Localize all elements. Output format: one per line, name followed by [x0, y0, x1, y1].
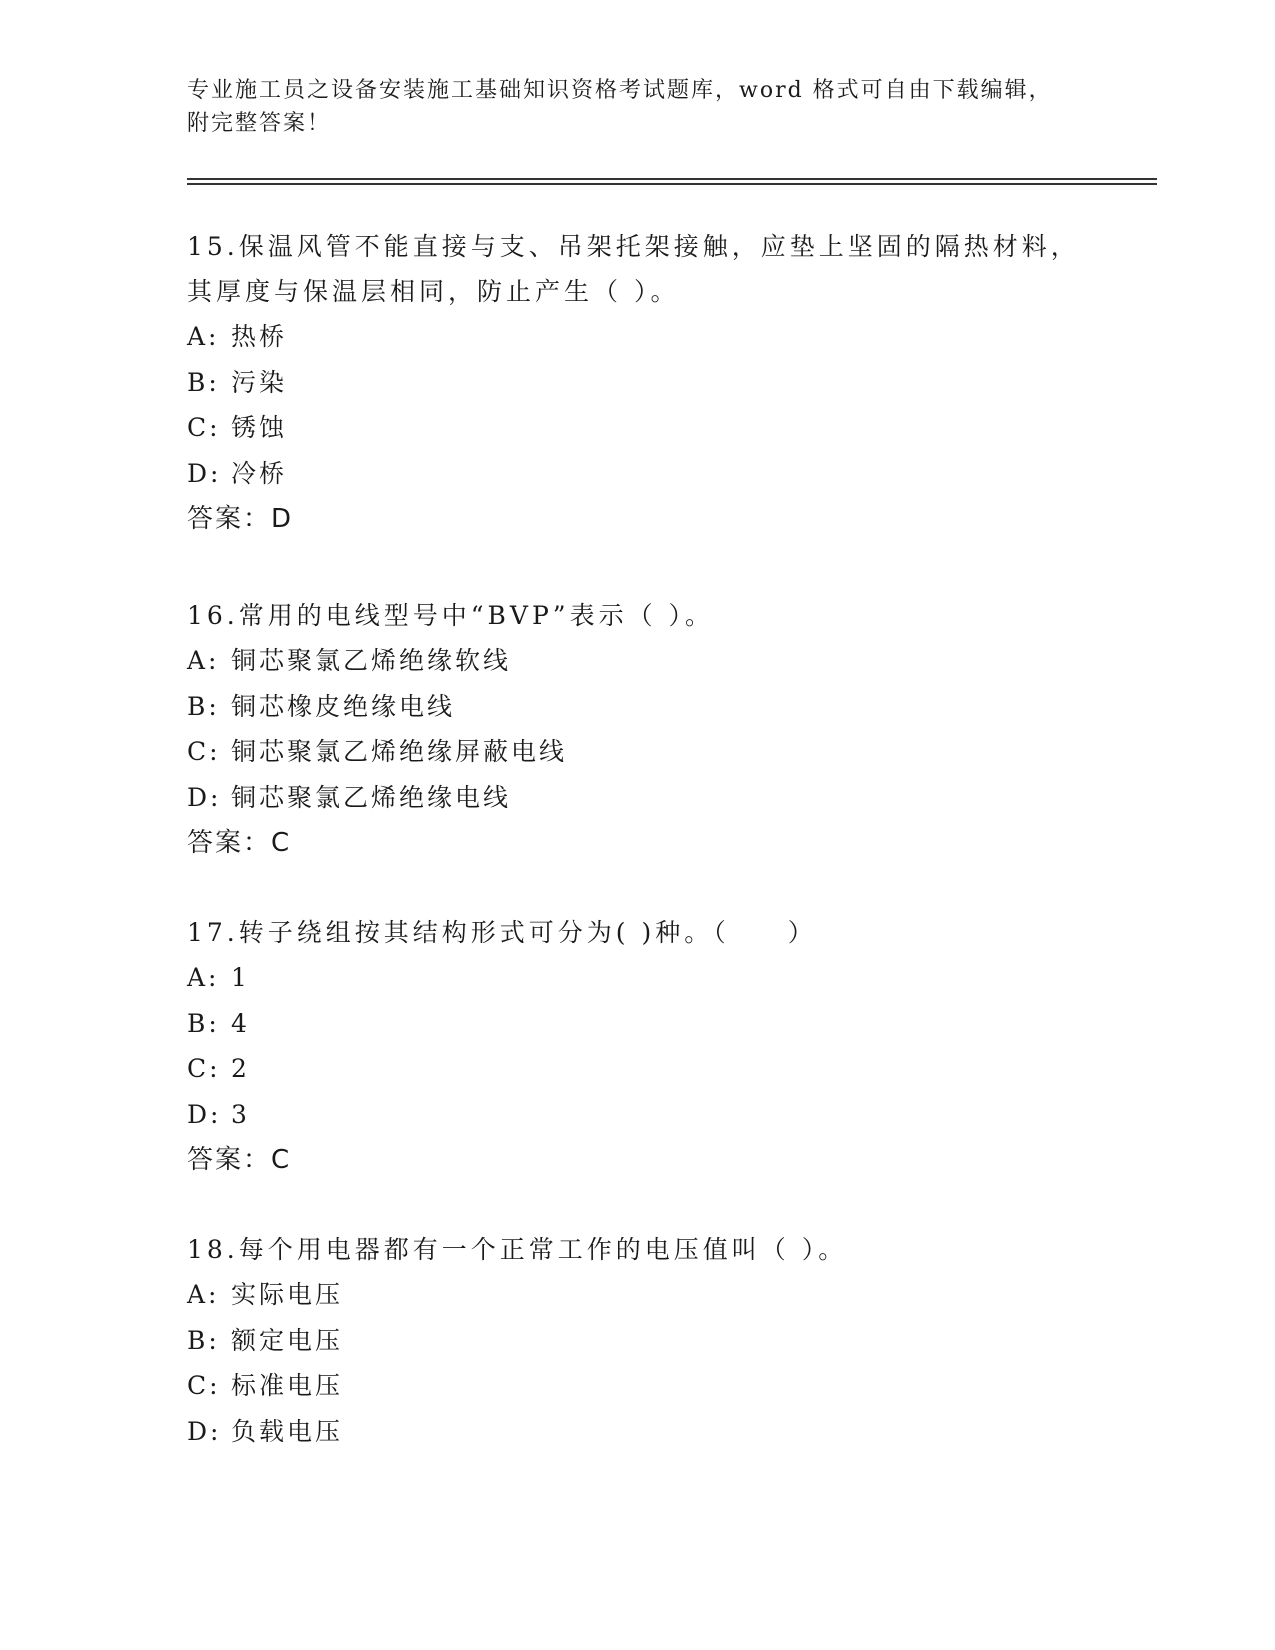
question-stem-line-1: 18.每个用电器都有一个正常工作的电压值叫（ ）。	[187, 1235, 848, 1264]
option-c	[187, 1046, 1087, 1092]
option-c	[187, 729, 1087, 775]
option-key: D:	[187, 458, 222, 488]
option-text: 负载电压	[231, 1416, 344, 1446]
option-a	[187, 638, 1087, 684]
question-stem-line-1: 17.转子绕组按其结构形式可分为( )种。（ ）	[187, 918, 817, 947]
question-stem-line-2: 其厚度与保温层相同，防止产生（ ）。	[187, 277, 680, 306]
option-key: D:	[187, 1416, 222, 1446]
header-line-2: 附完整答案！	[187, 111, 332, 136]
option-a	[187, 1272, 1087, 1318]
option-d	[187, 775, 1087, 821]
option-text: 锈蚀	[231, 413, 288, 442]
question-16	[187, 593, 1087, 866]
option-text: 冷桥	[231, 458, 288, 488]
option-key: C:	[187, 413, 221, 442]
option-c	[187, 405, 1087, 451]
header-divider-top	[187, 178, 1157, 180]
option-key: C:	[187, 1371, 221, 1400]
option-key: D:	[187, 1099, 222, 1129]
answer-line: 答案：D	[187, 504, 294, 534]
question-18	[187, 1227, 1087, 1454]
option-text: 3	[231, 1099, 250, 1129]
header-line-1: 专业施工员之设备安装施工基础知识资格考试题库，word 格式可自由下载编辑，	[187, 78, 1053, 103]
option-key: D:	[187, 782, 222, 812]
option-text: 4	[231, 1008, 250, 1038]
question-stem-line-1: 15.保温风管不能直接与支、吊架托架接触，应垫上坚固的隔热材料，	[187, 232, 1080, 261]
option-key: C:	[187, 737, 221, 766]
option-text: 铜芯聚氯乙烯绝缘软线	[231, 646, 512, 675]
answer-line: 答案：C	[187, 1145, 292, 1175]
document-header	[187, 74, 1087, 140]
option-key: A:	[187, 322, 220, 351]
option-d	[187, 1409, 1087, 1455]
option-text: 实际电压	[231, 1280, 344, 1309]
header-divider-bottom	[187, 183, 1157, 185]
option-key: B:	[187, 1325, 220, 1355]
option-b	[187, 360, 1087, 406]
option-text: 标准电压	[231, 1371, 344, 1400]
option-text: 铜芯聚氯乙烯绝缘电线	[231, 782, 512, 812]
option-b	[187, 1318, 1087, 1364]
option-b	[187, 684, 1087, 730]
question-15	[187, 224, 1087, 542]
question-stem-line-1: 16.常用的电线型号中“BVP”表示（ ）。	[187, 601, 715, 630]
option-key: B:	[187, 367, 220, 397]
option-text: 铜芯聚氯乙烯绝缘屏蔽电线	[231, 737, 568, 766]
option-d	[187, 451, 1087, 497]
question-17	[187, 910, 1087, 1183]
option-key: C:	[187, 1054, 221, 1083]
option-text: 热桥	[231, 322, 288, 351]
option-text: 铜芯橡皮绝缘电线	[231, 691, 456, 721]
option-key: A:	[187, 963, 220, 992]
option-text: 污染	[231, 367, 288, 397]
option-key: A:	[187, 1280, 220, 1309]
option-b	[187, 1001, 1087, 1047]
option-key: A:	[187, 646, 220, 675]
option-c	[187, 1363, 1087, 1409]
option-text: 1	[231, 963, 250, 992]
answer-line: 答案：C	[187, 828, 292, 858]
option-key: B:	[187, 691, 220, 721]
option-text: 2	[231, 1054, 250, 1083]
option-a	[187, 955, 1087, 1001]
option-a	[187, 314, 1087, 360]
option-key: B:	[187, 1008, 220, 1038]
option-d	[187, 1092, 1087, 1138]
option-text: 额定电压	[231, 1325, 344, 1355]
